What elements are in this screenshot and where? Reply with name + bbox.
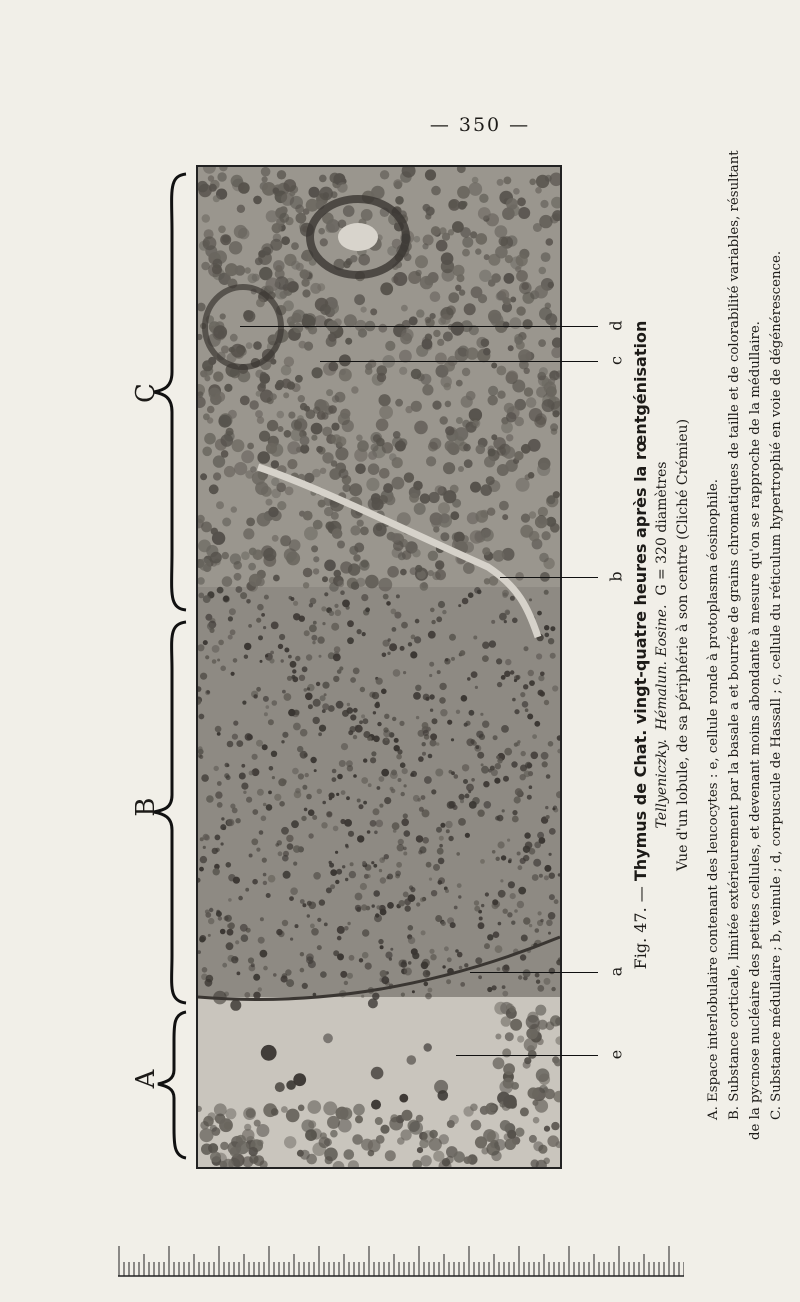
figure-stain: Hémalun. Eosine. bbox=[653, 604, 670, 731]
page-number: — 350 — bbox=[429, 114, 531, 136]
figure-description: Vue d'un lobule, de sa périphérie à son centre (Cliché Crémieu) bbox=[675, 418, 691, 872]
leader-line-a bbox=[470, 972, 598, 973]
note-c: C. Substance médullaire ; b, veinule ; d, corpuscule de Hassall ; c, cellule du réticulum hypertrophié en voie de dégénérescence. bbox=[768, 250, 784, 1120]
figure-authors: Tellyeniczky. bbox=[653, 739, 670, 829]
micrograph-image bbox=[198, 167, 560, 1167]
leader-line-e bbox=[456, 1055, 598, 1056]
leader-line-d bbox=[240, 326, 598, 327]
note-a: A. Espace interlobulaire contenant des leucocytes : e, cellule ronde à protoplasma éosinophile. bbox=[705, 479, 721, 1120]
leader-label-c: c bbox=[606, 356, 626, 365]
region-label-b: B bbox=[131, 797, 161, 817]
leader-line-c bbox=[320, 361, 598, 362]
region-label-c: C bbox=[131, 383, 161, 403]
figure-magnification: G = 320 diamètres bbox=[653, 461, 670, 596]
note-b: B. Substance corticale, limitée extérieurement par la basale a et bourrée de grains chromatiques de taille et de colorabilité variables, résultant de la pycnose nucléaire des petites cellules, et devenant moins abondante à mesure qu'on se rapproche de la médullaire. bbox=[726, 150, 763, 1140]
leader-label-d: d bbox=[606, 320, 626, 331]
leader-label-e: e bbox=[606, 1049, 626, 1060]
figure-number: Fig. 47. bbox=[631, 907, 650, 970]
leader-label-b: b bbox=[606, 571, 626, 582]
figure-caption bbox=[630, 150, 787, 1140]
leader-line-b bbox=[500, 577, 598, 578]
figure-dash: — bbox=[631, 886, 650, 903]
leader-label-a: a bbox=[606, 966, 626, 977]
micrograph-plate bbox=[196, 165, 562, 1169]
measurement-ruler bbox=[118, 1238, 684, 1280]
figure-title: Thymus de Chat. vingt-quatre heures après la rœntgénisation bbox=[631, 320, 650, 882]
region-label-a: A bbox=[131, 1069, 161, 1089]
